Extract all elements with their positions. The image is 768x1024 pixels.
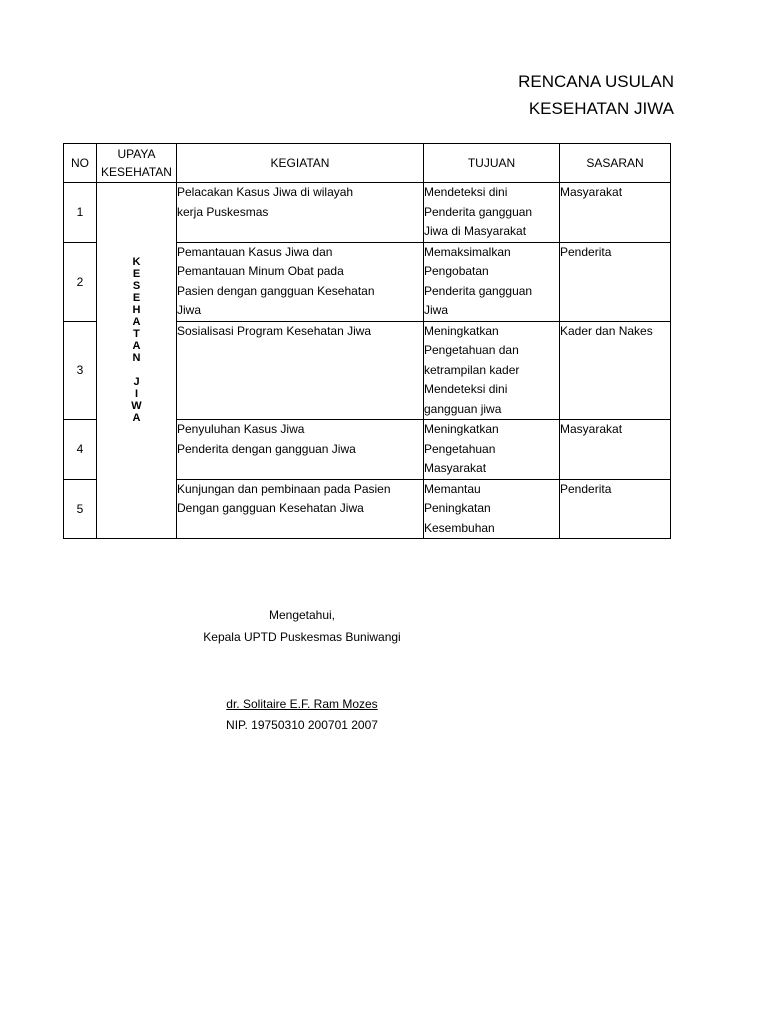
- upaya-letter: S: [132, 280, 141, 292]
- kegiatan-line: Pelacakan Kasus Jiwa di wilayah: [177, 185, 354, 199]
- upaya-letter: J: [133, 376, 140, 388]
- sasaran-cell: Masyarakat: [560, 420, 671, 480]
- upaya-letter: A: [132, 412, 141, 424]
- kegiatan-cell: [177, 420, 424, 480]
- upaya-letter: W: [131, 400, 142, 412]
- tujuan-line: Pengobatan: [424, 264, 489, 278]
- tujuan-cell: [424, 242, 560, 321]
- kegiatan-line: kerja Puskesmas: [177, 204, 269, 219]
- tujuan-line: Meningkatkan: [424, 323, 499, 338]
- sasaran-cell: Penderita: [560, 479, 671, 539]
- tujuan-cell: [424, 321, 560, 420]
- signature-name: dr. Solitaire E.F. Ram Mozes: [226, 697, 378, 711]
- tujuan-line: Masyarakat: [424, 461, 487, 475]
- sasaran-cell: Kader dan Nakes: [560, 321, 671, 420]
- kegiatan-line: Dengan gangguan Kesehatan Jiwa: [177, 501, 364, 515]
- tujuan-line: Meningkatkan: [424, 422, 499, 436]
- kegiatan-cell: [177, 242, 424, 321]
- signature-nip: NIP. 19750310 200701 2007: [226, 718, 378, 732]
- header-upaya-kesehatan: [97, 144, 177, 183]
- upaya-letter: A: [132, 340, 141, 352]
- header-no: NO: [64, 144, 97, 183]
- kegiatan-line: Kunjungan dan pembinaan pada Pasien: [177, 481, 391, 496]
- tujuan-line: Pengetahuan dan: [424, 343, 519, 357]
- upaya-kesehatan-cell: [97, 183, 177, 539]
- kegiatan-line: Pemantauan Kasus Jiwa dan: [177, 244, 333, 259]
- tujuan-line: Pengetahuan: [424, 441, 496, 456]
- tujuan-line: ketrampilan kader: [424, 362, 520, 377]
- row-number: 3: [64, 321, 97, 420]
- tujuan-line: Mendeteksi dini: [424, 185, 508, 199]
- tujuan-line: Peningkatan: [424, 501, 491, 515]
- kegiatan-line: Sosialisasi Program Kesehatan Jiwa: [177, 323, 372, 338]
- header-upaya-line-2: KESEHATAN: [101, 165, 172, 179]
- kegiatan-line: Penderita dengan gangguan Jiwa: [177, 441, 356, 456]
- upaya-letter: [97, 364, 176, 376]
- sasaran-cell: Masyarakat: [560, 183, 671, 243]
- activity-plan-table: [63, 143, 671, 539]
- upaya-letter: H: [132, 304, 141, 316]
- tujuan-line: Jiwa di Masyarakat: [424, 224, 527, 238]
- tujuan-line: Mendeteksi dini: [424, 382, 508, 396]
- kegiatan-line: Jiwa: [177, 303, 202, 317]
- upaya-letter: E: [132, 268, 141, 280]
- kegiatan-line: Penyuluhan Kasus Jiwa: [177, 422, 305, 436]
- document-title-line-2: KESEHATAN JIWA: [528, 99, 674, 118]
- upaya-letter: I: [134, 388, 139, 400]
- tujuan-line: Jiwa: [424, 303, 449, 317]
- row-number: 2: [64, 242, 97, 321]
- tujuan-line: Penderita gangguan: [424, 283, 533, 298]
- upaya-letter: A: [132, 316, 141, 328]
- upaya-letter: T: [133, 328, 140, 340]
- kegiatan-cell: [177, 479, 424, 539]
- upaya-letter: E: [132, 292, 141, 304]
- upaya-letter: N: [132, 352, 141, 364]
- tujuan-line: Memaksimalkan: [424, 244, 511, 259]
- kegiatan-cell: [177, 321, 424, 420]
- header-tujuan: TUJUAN: [424, 144, 560, 183]
- signature-acknowledged: Mengetahui,: [268, 608, 336, 622]
- tujuan-cell: [424, 420, 560, 480]
- tujuan-line: Memantau: [424, 481, 481, 496]
- signature-position: Kepala UPTD Puskesmas Buniwangi: [203, 630, 401, 644]
- tujuan-cell: [424, 479, 560, 539]
- upaya-vertical-label: [97, 183, 176, 424]
- row-number: 5: [64, 479, 97, 539]
- header-kegiatan: KEGIATAN: [177, 144, 424, 183]
- tujuan-line: Penderita gangguan: [424, 204, 533, 219]
- kegiatan-line: Pemantauan Minum Obat pada: [177, 264, 344, 278]
- tujuan-line: gangguan jiwa: [424, 401, 502, 416]
- table-header-row: [64, 144, 671, 183]
- row-number: 1: [64, 183, 97, 243]
- tujuan-line: Kesembuhan: [424, 520, 495, 535]
- upaya-letter: K: [132, 256, 141, 268]
- header-upaya-line-1: UPAYA: [117, 147, 156, 161]
- header-sasaran: SASARAN: [560, 144, 671, 183]
- row-number: 4: [64, 420, 97, 480]
- kegiatan-cell: [177, 183, 424, 243]
- kegiatan-line: Pasien dengan gangguan Kesehatan: [177, 283, 375, 298]
- document-title-line-1: RENCANA USULAN: [518, 72, 674, 91]
- table-row: [64, 183, 671, 243]
- tujuan-cell: [424, 183, 560, 243]
- sasaran-cell: Penderita: [560, 242, 671, 321]
